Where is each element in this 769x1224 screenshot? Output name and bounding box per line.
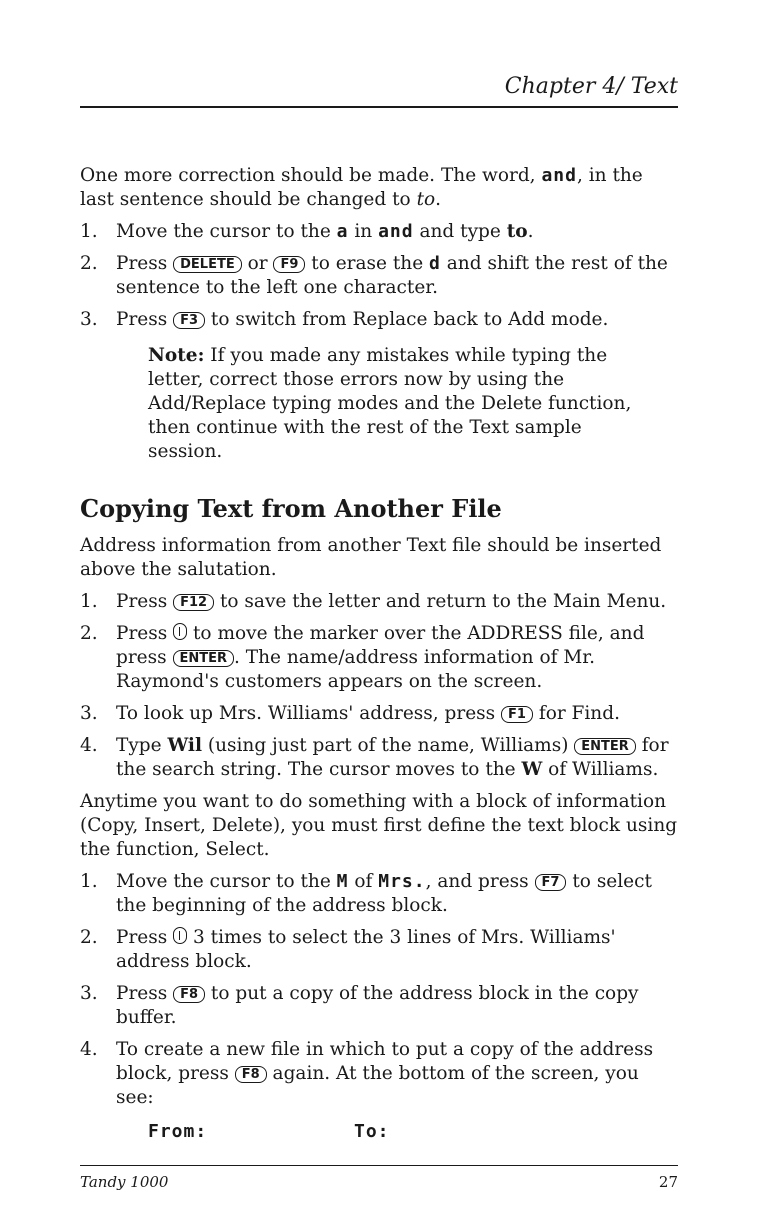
chapter-header: Chapter 4/ Text bbox=[504, 74, 678, 99]
step-number: 1. bbox=[80, 221, 98, 242]
intro-paragraph bbox=[80, 164, 678, 212]
bold-word: Wil bbox=[167, 735, 202, 756]
step-text: Press to move the marker over the ADDRESS file, and press ENTER . The name/address information of Mr. Raymond's customers appears on the screen. bbox=[116, 623, 645, 692]
key-icon-enter: ENTER bbox=[173, 650, 235, 667]
code-char: d bbox=[429, 253, 441, 274]
step-text: Type Wil (using just part of the name, Williams) ENTER for the search string. The cursor moves to the W of Williams. bbox=[116, 735, 669, 780]
key-icon-f12: F12 bbox=[173, 594, 214, 611]
header-rule bbox=[80, 106, 678, 108]
key-icon-f8: F8 bbox=[173, 986, 205, 1003]
down-arrow-key-icon bbox=[173, 623, 187, 640]
list-item bbox=[80, 622, 678, 694]
step-number: 2. bbox=[80, 623, 98, 644]
key-icon-enter: ENTER bbox=[574, 738, 636, 755]
step-number: 3. bbox=[80, 983, 98, 1004]
paragraph: Anytime you want to do something with a block of information (Copy, Insert, Delete), you must first define the text block using the function, Select. bbox=[80, 791, 678, 860]
list-item bbox=[80, 1038, 678, 1110]
step-number: 4. bbox=[80, 735, 98, 756]
step-number: 1. bbox=[80, 871, 98, 892]
step-text: Press 3 times to select the 3 lines of Mrs. Williams' address block. bbox=[116, 927, 616, 972]
intro-text-2: , in the last sentence should be changed to bbox=[80, 165, 643, 210]
intro-text: One more correction should be made. The word, bbox=[80, 165, 542, 186]
key-icon-f1: F1 bbox=[501, 706, 533, 723]
list-item bbox=[80, 252, 678, 300]
code-word: Mrs. bbox=[378, 871, 426, 892]
code-word: and bbox=[378, 221, 414, 242]
section-heading: Copying Text from Another File bbox=[80, 494, 502, 523]
key-icon-f8: F8 bbox=[235, 1066, 267, 1083]
code-char: a bbox=[336, 221, 349, 242]
step-number: 4. bbox=[80, 1039, 98, 1060]
page-footer bbox=[80, 1172, 678, 1192]
list-item bbox=[80, 590, 678, 614]
step-number: 3. bbox=[80, 703, 98, 724]
list-item bbox=[80, 702, 678, 726]
step-text: Press F12 to save the letter and return to the Main Menu. bbox=[116, 591, 667, 612]
step-number: 1. bbox=[80, 591, 98, 612]
screen-prompt bbox=[148, 1120, 678, 1144]
page-body bbox=[80, 164, 678, 1144]
step-text: To create a new file in which to put a copy of the address block, press F8 again. At the bottom of the screen, you see: bbox=[116, 1039, 654, 1108]
list-item bbox=[80, 308, 678, 332]
step-number: 2. bbox=[80, 927, 98, 948]
list-item bbox=[80, 220, 678, 244]
note-label: Note: bbox=[148, 345, 205, 366]
footer-rule bbox=[80, 1165, 678, 1166]
note-block bbox=[148, 344, 648, 464]
intro-to: to bbox=[416, 189, 436, 210]
step-text: Press F3 to switch from Replace back to Add mode. bbox=[116, 309, 609, 330]
section-intro: Address information from another Text file should be inserted above the salutation. bbox=[80, 535, 662, 580]
step-number: 2. bbox=[80, 253, 98, 274]
list-item bbox=[80, 982, 678, 1030]
step-text: Move the cursor to the M of Mrs., and press F7 to select the beginning of the address block. bbox=[116, 871, 652, 916]
key-icon-f9: F9 bbox=[273, 256, 305, 273]
key-icon-delete: DELETE bbox=[173, 256, 242, 273]
step-text: Move the cursor to the a in and and type to. bbox=[116, 221, 534, 242]
intro-text-3: . bbox=[435, 189, 442, 210]
intro-word: and bbox=[541, 165, 577, 186]
note-text: If you made any mistakes while typing the letter, correct those errors now by using the Add/Replace typing modes and the Delete function, then continue with the rest of the Text sample session. bbox=[148, 345, 632, 462]
key-icon-f7: F7 bbox=[535, 874, 567, 891]
step-text: Press DELETE or F9 to erase the d and shift the rest of the sentence to the left one character. bbox=[116, 253, 668, 298]
key-icon-f3: F3 bbox=[173, 312, 205, 329]
step-text: Press F8 to put a copy of the address block in the copy buffer. bbox=[116, 983, 639, 1028]
down-arrow-key-icon bbox=[173, 927, 187, 944]
step-text: To look up Mrs. Williams' address, press F1 for Find. bbox=[116, 703, 620, 724]
bold-word: to bbox=[506, 221, 528, 242]
list-item bbox=[80, 870, 678, 918]
page-number: 27 bbox=[658, 1173, 678, 1191]
to-label: To: bbox=[354, 1121, 390, 1142]
list-item bbox=[80, 734, 678, 782]
from-label: From: bbox=[148, 1121, 208, 1142]
step-number: 3. bbox=[80, 309, 98, 330]
list-item bbox=[80, 926, 678, 974]
footer-title: Tandy 1000 bbox=[80, 1173, 169, 1191]
bold-letter: W bbox=[521, 759, 543, 780]
code-char: M bbox=[336, 871, 349, 892]
